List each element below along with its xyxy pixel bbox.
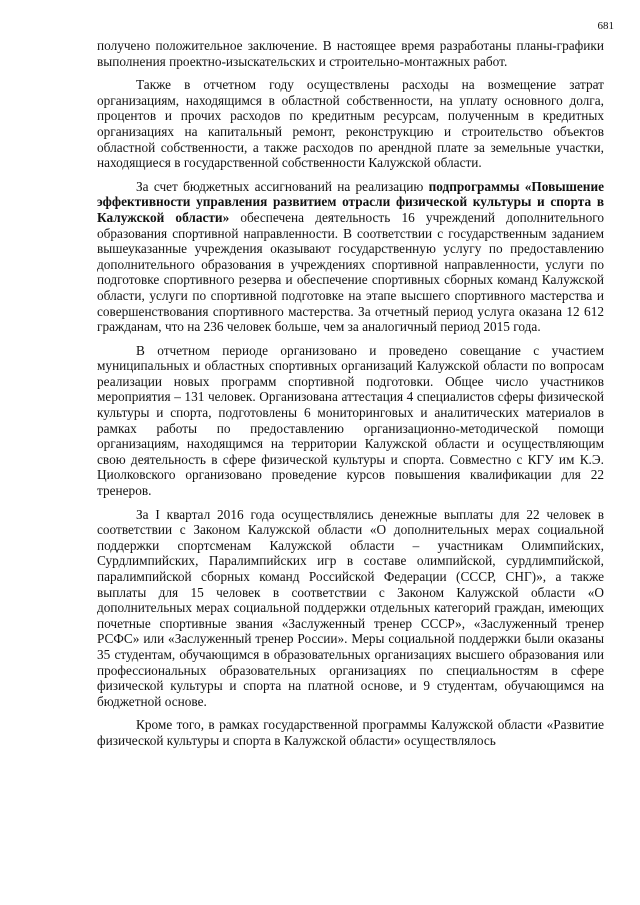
paragraph-3 bbox=[97, 179, 604, 335]
paragraph-text: получено положительное заключение. В настоящее время разработаны планы-графики выполнения проектно-изыскательских и строительно-монтажных работ. bbox=[97, 38, 604, 69]
bold-text: подпрограммы «Повышение эффективности управления развитием отрасли физической культуры и спорта в Калужской области» bbox=[97, 178, 605, 225]
page-number: 681 bbox=[597, 20, 614, 32]
paragraph-4 bbox=[97, 343, 604, 499]
paragraph-text: обеспечена деятельность 16 учреждений дополнительного образования спортивной направленности. В соответствии с государственным заданием вышеуказанные учреждения оказывают государственную услугу по предоставлению дополнительного образования в учреждениях спортивной направленности, услуги по подготовке спортивного резерва и обеспечение спортивных сборных команд Калужской области, услуги по спортивной подготовке на этапе высшего спортивного мастерства и совершенствования спортивного мастерства. За отчетный период услуга оказана 12 612 гражданам, что на 236 человек больше, чем за аналогичный период 2015 года. bbox=[97, 209, 605, 335]
paragraph-text: В отчетном периоде организовано и проведено совещание с участием муниципальных и областных спортивных организаций Калужской области по вопросам реализации новых программ спортивной подготовки. Общее число участников мероприятия – 131 человек. Организована аттестация 4 специалистов сферы физической культуры и спорта, подготовлены 6 мониторинговых и аналитических материалов в рамках работы по предоставлению организационно-методической помощи организациям, находящимся на территории Калужской области и осуществляющим свою деятельность в сфере физической культуры и спорта. Совместно с КГУ им К.Э. Циолковского организовано проведение курсов повышения квалификации для 22 тренеров. bbox=[97, 342, 604, 499]
paragraph-6 bbox=[97, 717, 604, 748]
paragraph-1 bbox=[97, 38, 604, 69]
paragraph-5 bbox=[97, 507, 604, 710]
paragraph-text: Кроме того, в рамках государственной программы Калужской области «Развитие физической культуры и спорта в Калужской области» осуществлялось bbox=[97, 717, 604, 748]
paragraph-text: За счет бюджетных ассигнований на реализацию bbox=[136, 178, 429, 194]
paragraph-text: За I квартал 2016 года осуществлялись денежные выплаты для 22 человек в соответствии с Законом Калужской области «О дополнительных мерах социальной поддержки спортсменам Калужской области – участникам Олимпийских, Сурдлимпийских, Паралимпийских игр в составе олимпийской, сурдлимпийской, паралимпийской сборных команд Российской Федерации (СССР, СНГ)», а также выплаты для 15 человек в соответствии с Законом Калужской области «О дополнительных мерах социальной поддержки отдельных категорий граждан, имеющих почетные спортивные звания «Заслуженный тренер СССР», «Заслуженный тренер РСФС» или «Заслуженный тренер России». Меры социальной поддержки были оказаны 35 студентам, обучающимся в образовательных организациях высшего образования или профессиональных образовательных организациях по специальностям в сфере физической культуры и спорта на платной основе, и 9 студентам, обучающимся на бюджетной основе. bbox=[97, 506, 604, 709]
document-body bbox=[97, 38, 604, 757]
paragraph-text: Также в отчетном году осуществлены расходы на возмещение затрат организациям, находящимся в областной собственности, на уплату основного долга, процентов и прочих расходов по кредитным ресурсам, полученным в кредитных организациях на капитальный ремонт, реконструкцию и строительство объектов областной собственности, а также расходов по арендной плате за земельные участки, находящиеся в государственной собственности Калужской области. bbox=[97, 77, 604, 171]
paragraph-2 bbox=[97, 77, 604, 171]
